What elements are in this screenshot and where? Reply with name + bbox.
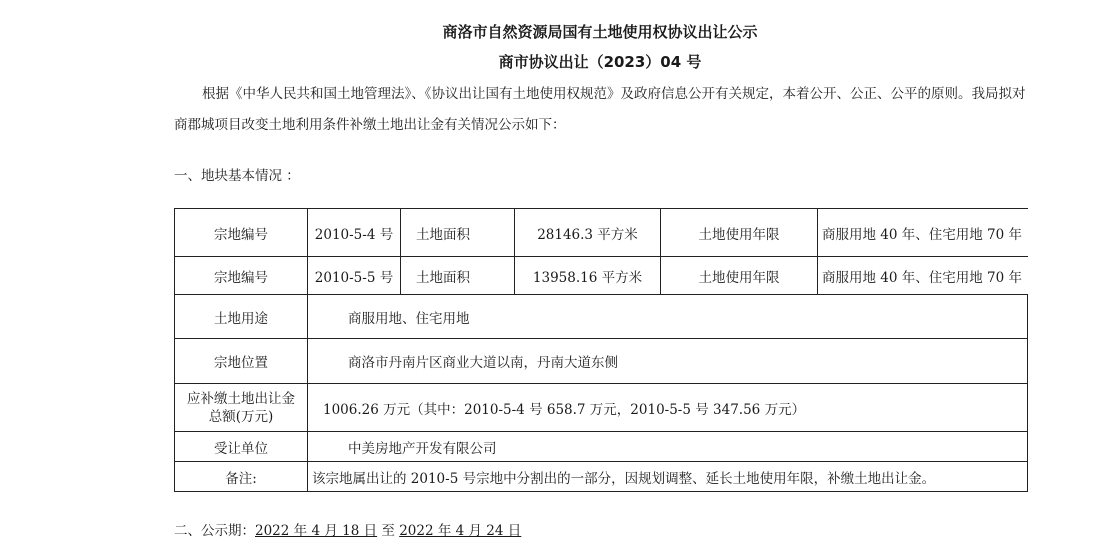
parcel-location-value: 商洛市丹南片区商业大道以南，丹南大道东侧: [308, 339, 1028, 384]
remark-label: 备注:: [175, 462, 308, 492]
publicity-period: [174, 519, 521, 539]
intro-paragraph: [174, 79, 1029, 141]
land-area-label: 土地面积: [401, 257, 515, 295]
land-area-label: 土地面积: [401, 209, 515, 257]
parcel-number-label: 宗地编号: [175, 257, 308, 295]
parcel-info-table: [174, 208, 1028, 492]
fee-total-label-line1: 应补缴土地出让金: [187, 390, 295, 407]
parcel-number-value: 2010-5-4 号: [308, 209, 401, 257]
period-end-date: 2022 年 4 月 24 日: [399, 523, 522, 539]
land-use-value: 商服用地、住宅用地: [308, 295, 1028, 339]
table-row: [175, 384, 1028, 432]
parcel-number-label: 宗地编号: [175, 209, 308, 257]
intro-text: 根据《中华人民共和国土地管理法》、《协议出让国有土地使用权规范》及政府信息公开有关规定，本着公开、公正、公平的原则。我局拟对商郡城项目改变土地利用条件补缴土地出让金有关情况公示如下：: [174, 86, 1026, 133]
publicity-period-label: 二、公示期：: [174, 523, 255, 539]
land-area-value: 28146.3 平方米: [515, 209, 661, 257]
parcel-location-label: 宗地位置: [175, 339, 308, 384]
table-row: [175, 432, 1028, 462]
land-term-label: 土地使用年限: [661, 257, 818, 295]
table-row: [175, 295, 1028, 339]
table-row: [175, 339, 1028, 384]
land-area-value: 13958.16 平方米: [515, 257, 661, 295]
table-row: [175, 257, 1028, 295]
land-term-value: 商服用地 40 年、住宅用地 70 年: [818, 257, 1028, 295]
document-title: 商洛市自然资源局国有土地使用权协议出让公示: [442, 23, 758, 41]
land-term-value: 商服用地 40 年、住宅用地 70 年: [818, 209, 1028, 257]
fee-total-value: 1006.26 万元（其中：2010-5-4 号 658.7 万元，2010-5-5 号 347.56 万元）: [308, 384, 1028, 432]
section-heading-parcel: 一、地块基本情况 ：: [174, 168, 300, 184]
remark-value: 该宗地属出让的 2010-5 号宗地中分割出的一部分，因规划调整、延长土地使用年限，补缴土地出让金。: [308, 462, 1028, 492]
fee-total-label: [175, 384, 308, 432]
table-row: [175, 462, 1028, 492]
parcel-number-value: 2010-5-5 号: [308, 257, 401, 295]
period-start-date: 2022 年 4 月 18 日: [255, 523, 378, 539]
fee-total-label-line2: 总额(万元): [208, 408, 274, 425]
land-term-label: 土地使用年限: [661, 209, 818, 257]
grantee-label: 受让单位: [175, 432, 308, 462]
table-row: [175, 209, 1028, 257]
period-separator: 至: [377, 523, 400, 539]
document-subtitle: 商市协议出让（2023）04 号: [498, 53, 702, 71]
land-use-label: 土地用途: [175, 295, 308, 339]
grantee-value: 中美房地产开发有限公司: [308, 432, 1028, 462]
